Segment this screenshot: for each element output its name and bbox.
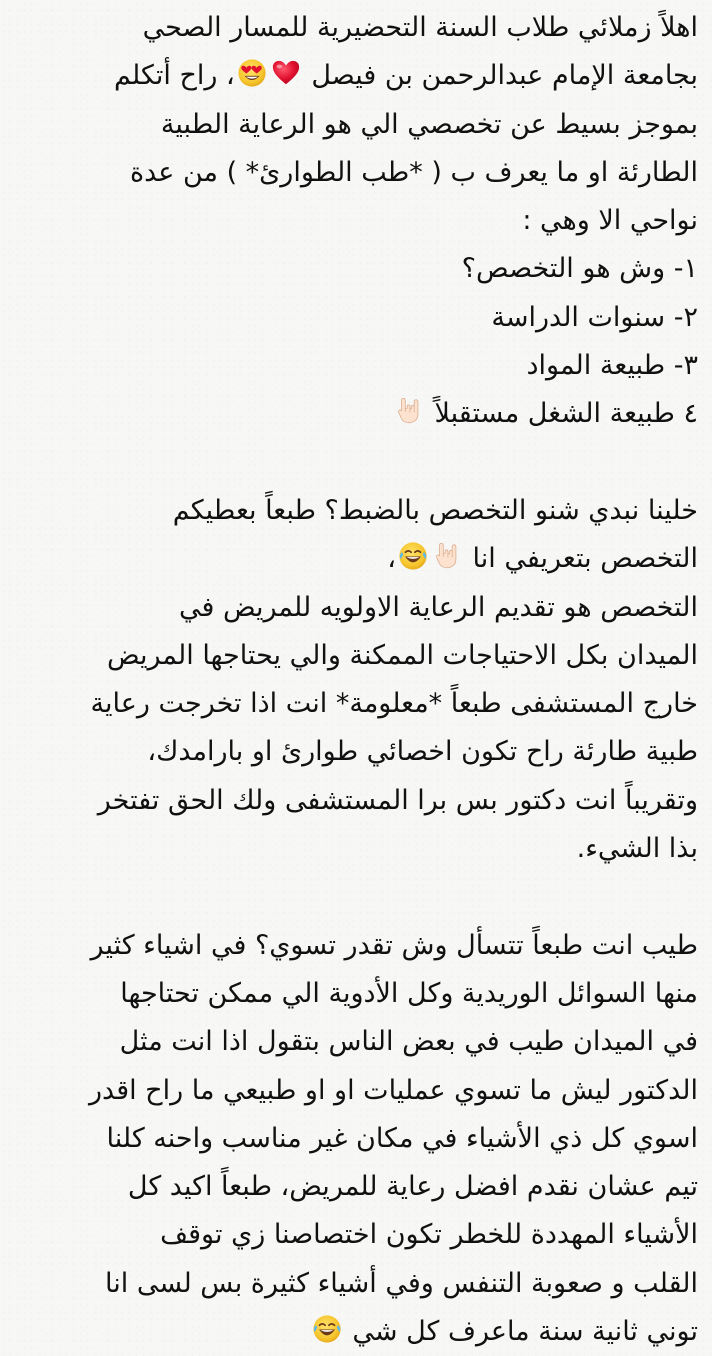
- text-line: خارج المستشفى طبعاً *معلومة* انت اذا تخرجت رعاية: [90, 688, 698, 720]
- text-line: [14, 535, 698, 583]
- text-line: بذا الشيء.: [576, 833, 698, 865]
- list-item: ٢- سنوات الدراسة: [491, 301, 698, 333]
- text-line: الدكتور ليش ما تسوي عمليات او او طبيعي ما راح اقدر: [88, 1074, 698, 1106]
- tears-of-joy-icon: [312, 1314, 342, 1344]
- list-item: ٣- طبيعة المواد: [526, 350, 698, 382]
- text-line: وتقريباً انت دكتور بس برا المستشفى ولك الحق تفتخر: [97, 784, 698, 816]
- list-item: ١- وش هو التخصص؟: [461, 253, 698, 285]
- text-line: طيب انت طبعاً تتسأل وش تقدر تسوي؟ في اشياء كثير: [90, 929, 698, 961]
- text-line: بموجز بسيط عن تخصصي الي هو الرعاية الطبية: [160, 108, 698, 140]
- text-line: [14, 1308, 698, 1356]
- text-line: طبية طارئة راح تكون اخصائي طوارئ او بارامدك،: [147, 736, 698, 768]
- intro-paragraph: [14, 4, 698, 245]
- text-line: [14, 52, 698, 100]
- text-segment: توني ثانية سنة ماعرف كل شي: [352, 1316, 698, 1348]
- text-segment: بجامعة الإمام عبدالرحمن بن فيصل: [311, 60, 698, 92]
- text-segment: ٤ طبيعة الشغل مستقبلاً: [434, 398, 698, 430]
- definition-paragraph: [14, 487, 698, 873]
- text-segment: ،: [387, 543, 396, 575]
- list-item: [14, 390, 698, 438]
- paragraph-gap: [14, 873, 698, 921]
- text-line: الأشياء المهددة للخطر تكون اختصاصنا زي توقف: [160, 1219, 698, 1251]
- topics-list: [14, 245, 698, 438]
- text-line: منها السوائل الوريدية وكل الأدوية الي ممكن تحتاجها: [120, 977, 698, 1009]
- text-line: الطارئة او ما يعرف ب ( *طب الطوارئ* ) من عدة: [129, 156, 698, 188]
- text-line: في الميدان طيب في بعض الناس بتقول اذا انت مثل: [119, 1026, 698, 1058]
- rock-on-hand-icon: [432, 541, 462, 571]
- text-line: القلب و صعوبة التنفس وفي أشياء كثيرة بس لسى انا: [105, 1267, 698, 1299]
- paragraph-gap: [14, 439, 698, 487]
- text-line: اهلاً زملائي طلاب السنة التحضيرية للمسار الصحي: [142, 12, 698, 43]
- red-heart-icon: [271, 58, 301, 88]
- heart-eyes-icon: [237, 58, 267, 88]
- duties-paragraph: [14, 922, 698, 1356]
- text-line: اسوي كل ذي الأشياء في مكان غير مناسب واحنه كلنا: [106, 1122, 698, 1154]
- text-line: الميدان بكل الاحتياجات الممكنة والي يحتاجها المريض: [106, 639, 698, 671]
- text-segment: ، راح أتكلم: [114, 60, 235, 92]
- text-line: التخصص هو تقديم الرعاية الاولويه للمريض في: [178, 591, 698, 623]
- text-line: خلينا نبدي شنو التخصص بالضبط؟ طبعاً بعطيكم: [172, 494, 698, 526]
- text-line: نواحي الا وهي :: [522, 205, 698, 237]
- text-segment: التخصص بتعريفي انا: [472, 543, 698, 575]
- rock-on-hand-icon: [394, 396, 424, 426]
- tears-of-joy-icon: [398, 541, 428, 571]
- text-line: تيم عشان نقدم افضل رعاية للمريض، طبعاً اكيد كل: [127, 1171, 698, 1203]
